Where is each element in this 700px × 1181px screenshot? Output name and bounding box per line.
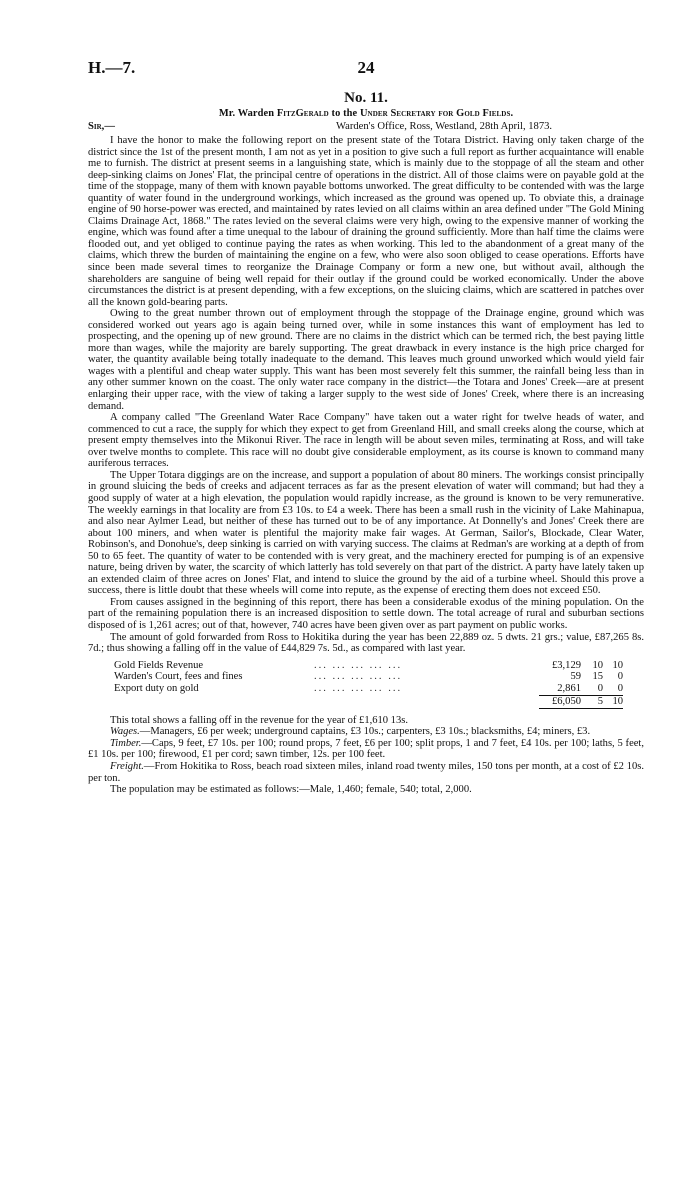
title-mid: to the <box>331 108 358 119</box>
timber-text: —Caps, 9 feet, £7 10s. per 100; round props, 7 feet, £6 per 100; split props, 1 and 7 feet, £4 10s. per 100; laths, 5 feet, £1 10s. per 100; firewood, £1 per cord; sawn timber, 12s. per 100 feet. <box>88 737 644 761</box>
revenue-item: Export duty on gold <box>114 683 199 695</box>
revenue-shillings: 0 <box>597 683 603 695</box>
table-row <box>114 671 623 683</box>
leader-dots: ... ... ... ... ... <box>314 683 403 695</box>
document-title <box>88 108 644 119</box>
freight-text: —From Hokitika to Ross, beach road sixteen miles, inland road twenty miles, 150 tons per month, at a cost of £2 10s. per ton. <box>88 760 644 784</box>
revenue-shillings: 15 <box>592 671 603 683</box>
table-row <box>114 660 623 672</box>
salutation: Sir,— <box>88 121 115 132</box>
document-code: H.—7. <box>88 58 136 77</box>
report-body <box>88 135 644 796</box>
freight-paragraph <box>88 761 644 784</box>
page-number: 24 <box>357 58 375 77</box>
freight-label: Freight. <box>110 760 144 772</box>
table-row <box>114 683 623 695</box>
title-pre: Mr. Warden <box>218 108 275 119</box>
wages-paragraph <box>88 726 644 738</box>
revenue-pounds: 59 <box>570 671 581 683</box>
paragraph: Owing to the great number thrown out of employment through the stoppage of the Drainage engine, ground which was considered worked out years ago is again being turned over, while in some instances this want of employment has led to prospecting, and the opening up of new ground. There are no claims in the district which can be termed rich, the best paying little more than wages, while the majority are barely supporting. The great drawback in every instance is the high price charged for water, the quantity available being totally inadequate to the demand. This leaves much ground unworked which would yield fair wages with a plentiful and cheap water supply. This want has been most severely felt this summer, the rainfall being less than in any other summer known on the coast. The only water race company in the district—the Totara and Jones' Creek—are at present enlarging their upper race, with the view of taking a larger supply to the west side of Jones' Creek, where there is an increasing demand. <box>88 308 644 412</box>
leader-dots: ... ... ... ... ... <box>314 659 403 671</box>
paragraph: From causes assigned in the beginning of this report, there has been a considerable exodus of the mining population. On the part of the remaining population there is an increased disposition to settle down. The total acreage of rural and suburban sections disposed of is 1,261 acres; out of that, however, 740 acres have been given over as part payment on public works. <box>88 596 644 631</box>
revenue-shillings: 10 <box>592 659 603 671</box>
document-number: No. 11. <box>344 90 388 106</box>
running-head <box>88 58 644 80</box>
population-paragraph: The population may be estimated as follows:—Male, 1,460; female, 540; total, 2,000. <box>110 784 472 796</box>
timber-label: Timber. <box>110 737 142 749</box>
title-name: FitzGerald <box>276 108 329 119</box>
salutation-row <box>88 121 644 135</box>
paragraph: The amount of gold forwarded from Ross to Hokitika during the year has been 22,889 oz. 5 dwts. 21 grs.; value, £87,265 8s. 7d.; thus showing a falling off in the value of £44,829 7s. 5d., as compared with last year. <box>88 631 644 655</box>
revenue-table <box>114 660 623 709</box>
paragraph: The Upper Totara diggings are on the increase, and support a population of about 80 miners. The workings consist principally in ground sluicing the beds of creeks and adjacent terraces as far as the present elevation of water will command; but had they a good supply of water at a high elevation, the population would rapidly increase, as the ground is known to be very remunerative. The weekly earnings in that locality are from £3 10s. to £4 a week. There has been a small rush in the vicinity of Lake Mahinapua, and also near Aylmer Lead, but neither of these has turned out to be of any importance. At Donnelly's and Jones' Creek there are about 100 miners, and when water is plentiful the majority make fair wages. At German, Sailor's, Blockade, Clear Water, Robinson's, and Donohue's, deep sinking is carried on with varying success. The claims at Redman's are working at a depth of from 50 to 65 feet. The quantity of water to be contended with is very great, and the machinery erected for pumping is of an expensive nature, being driven by water, the scarcity of which latterly has told severely on that part of the district. A party have lately taken up an extended claim of three acres on Jones' Flat, and intend to sluice the ground by the aid of a turbine wheel. Should this prove a success, there is little doubt that these wheels will come into repute, as the expense of erecting them does not exceed £50. <box>88 469 644 597</box>
wages-label: Wages. <box>110 726 140 738</box>
revenue-pence: 10 <box>612 659 623 671</box>
revenue-pence: 0 <box>617 683 623 695</box>
revenue-pounds: £3,129 <box>551 659 581 671</box>
leader-dots: ... ... ... ... ... <box>314 671 403 683</box>
revenue-pounds: 2,861 <box>557 683 581 695</box>
wages-text: —Managers, £6 per week; underground captains, £3 10s.; carpenters, £3 10s.; blacksmiths, £4; miners, £3. <box>139 726 591 738</box>
paragraph: I have the honor to make the following report on the present state of the Totara District. Having only taken charge of the district since the 1st of the present month, I am not as yet in a position to give such a full report as further acquaintance will enable me to furnish. The district at present seems in a languishing state, which is mainly due to the stoppage of all the steam and other deep-sinking claims on Jones' Flat, the principal centre of operations in the district. All of those claims were on payable gold at the time of the stoppage, many of them with known payable bottoms unworked. The great difficulty to be contended with was the large quantity of water found in the underground workings, which increased as the ground was opened up. To obviate this, a drainage engine of 90 horse-power was erected, and maintained by rates levied on all claims within an area defined under "The Gold Mining Claims Drainage Act, 1868." The rates levied on the several claims were very high, owing to the expensive manner of working the engine, which was found after a time unequal to the labour of draining the ground sufficiently. More than half time the claims were flooded out, and yet obliged to continue paying the rates as when working. This led to the abandonment of a great many of the claims, which threw the burden of maintaining the engine on a few, who were also soon obliged to cease operations. Efforts have since been made several times to reorganize the Drainage Company or form a new one, but without avail, although the shareholders are sanguine of being well repaid for their outlay if the ground could be worked economically. Under the above circumstances the district is at present depending, with a few exceptions, on the sluicing claims, which are scattered in patches over all the known gold-bearing parts. <box>88 135 644 308</box>
total-pounds: £6,050 <box>539 696 581 708</box>
revenue-summary: This total shows a falling off in the revenue for the year of £1,610 13s. <box>110 714 408 726</box>
total-pence: 10 <box>603 696 623 708</box>
revenue-item: Gold Fields Revenue <box>114 659 204 671</box>
table-total-row <box>114 696 623 708</box>
timber-paragraph <box>88 738 644 761</box>
title-office: Under Secretary for Gold Fields. <box>359 108 514 119</box>
revenue-pence: 0 <box>617 671 623 683</box>
paragraph: A company called "The Greenland Water Race Company" have taken out a water right for twelve heads of water, and commenced to cut a race, the supply for which they expect to get from Greenland Hill, and small creeks along the course, which at present empty themselves into the Mikonui River. The race in length will be about seven miles, terminating at Ross, and will take over twelve months to complete. This race will no doubt give considerable employment, as its course is known to command many auriferous terraces. <box>88 412 644 470</box>
total-shillings: 5 <box>581 696 603 708</box>
dateline: Warden's Office, Ross, Westland, 28th April, 1873. <box>336 121 553 132</box>
revenue-item: Warden's Court, fees and fines <box>114 671 243 683</box>
